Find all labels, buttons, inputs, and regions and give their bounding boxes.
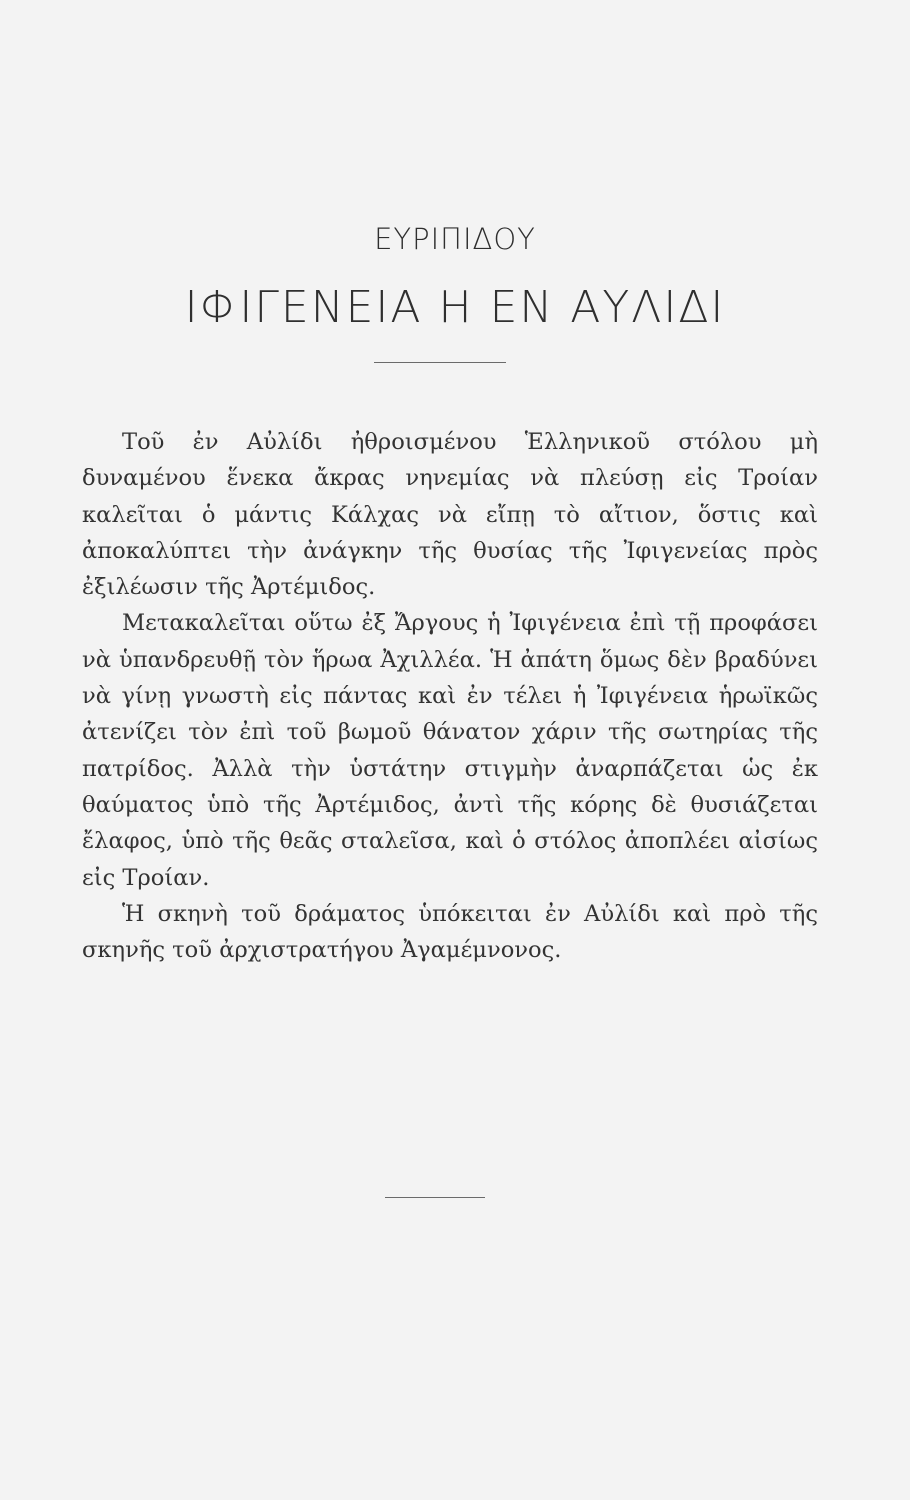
synopsis-paragraph-3: Ἡ σκηνὴ τοῦ δράματος ὑπόκειται ἐν Αὐλίδι καὶ πρὸ τῆς σκηνῆς τοῦ ἀρχιστρατήγου Ἀγαμέμνονος.: [82, 900, 818, 964]
synopsis-paragraph-2: Μετακαλεῖται οὕτω ἐξ Ἄργους ἡ Ἰφιγένεια ἐπὶ τῇ προφάσει νὰ ὑπανδρευθῇ τὸν ἥρωα Ἀχιλλέα. Ἡ ἀπάτη ὅμως δὲν βραδύνει νὰ γίνῃ γνωστὴ εἰς πάντας καὶ ἐν τέλει ἡ Ἰφιγένεια ἡρωϊκῶς ἀτενίζει τὸν ἐπὶ τοῦ βωμοῦ θάνατον χάριν τῆς σωτηρίας τῆς πατρίδος. Ἀλλὰ τὴν ὑστάτην στιγμὴν ἀναρπάζεται ὡς ἐκ θαύματος ὑπὸ τῆς Ἀρτέμιδος, ἀντὶ τῆς κόρης δὲ θυσιάζεται ἔλαφος, ὑπὸ τῆς θεᾶς σταλεῖσα, καὶ ὁ στόλος ἀποπλέει αἰσίως εἰς Τροίαν.: [82, 610, 818, 891]
synopsis-text: [82, 424, 818, 968]
bottom-divider: [385, 1197, 485, 1198]
play-title: ΙΦΙΓΕΝΕΙΑ Η ΕΝ ΑΥΛΙΔΙ: [184, 282, 726, 333]
synopsis-paragraph-1: Τοῦ ἐν Αὐλίδι ἠθροισμένου Ἑλληνικοῦ στόλου μὴ δυναμένου ἕνεκα ἄκρας νηνεμίας νὰ πλεύσῃ εἰς Τροίαν καλεῖται ὁ μάντις Κάλχας νὰ εἴπῃ τὸ αἴτιον, ὅστις καὶ ἀποκαλύπτει τὴν ἀνάγκην τῆς θυσίας τῆς Ἰφιγενείας πρὸς ἐξιλέωσιν τῆς Ἀρτέμιδος.: [82, 429, 818, 601]
top-divider: [374, 362, 506, 363]
author-heading: ΕΥΡΙΠΙΔΟΥ: [374, 222, 536, 256]
